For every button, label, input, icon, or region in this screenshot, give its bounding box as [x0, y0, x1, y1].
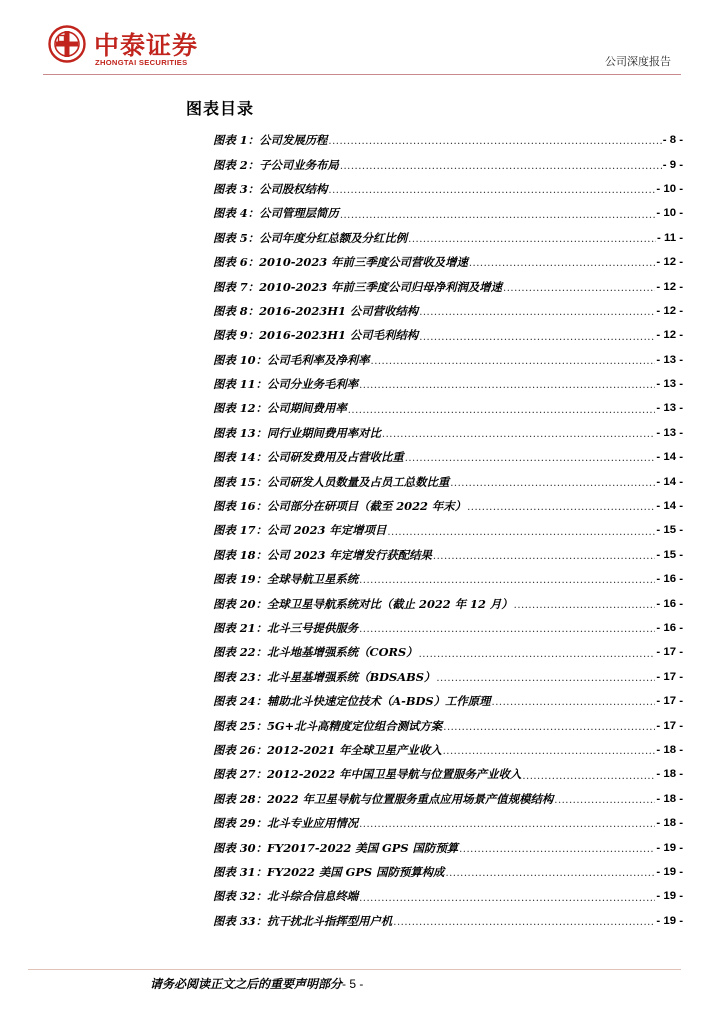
logo-text-en: ZHONGTAI SECURITIES: [95, 58, 188, 67]
toc-entry-page: - 18 -: [656, 792, 683, 805]
toc-entry[interactable]: [213, 445, 683, 469]
toc-entry-label: 图表 26：2012-2021 年全球卫星产业收入: [213, 742, 442, 757]
toc-entry-label: 图表 11：公司分业务毛利率: [213, 377, 359, 392]
toc-entry-label: 图表 15：公司研发人员数量及占员工总数比重: [213, 474, 450, 489]
toc-entry-page: - 9 -: [662, 158, 683, 171]
toc-entry-page: - 8 -: [662, 134, 683, 147]
toc-entry[interactable]: [213, 226, 683, 250]
toc-dot-leader: [445, 868, 655, 884]
toc-dot-leader: [450, 478, 655, 494]
toc-dot-leader: [522, 771, 655, 787]
toc-entry-label: 图表 31：FY2022 美国 GPS 国防预算构成: [213, 864, 445, 879]
toc-dot-leader: [514, 600, 656, 616]
toc-dot-leader: [359, 893, 655, 909]
toc-entry-label: 图表 10：公司毛利率及净利率: [213, 352, 370, 367]
toc-dot-leader: [433, 551, 655, 567]
toc-entry-label: 图表 32：北斗综合信息终端: [213, 889, 359, 904]
toc-entry-page: - 19 -: [656, 865, 683, 878]
toc-entry[interactable]: [213, 640, 683, 664]
toc-entry-page: - 13 -: [656, 353, 683, 366]
toc-entry-page: - 11 -: [657, 231, 683, 244]
toc-entry-label: 图表 13：同行业期间费用率对比: [213, 425, 381, 440]
toc-dot-leader: [371, 356, 656, 372]
toc-entry[interactable]: [213, 787, 683, 811]
toc-entry-page: - 12 -: [656, 304, 683, 317]
toc-entry-page: - 18 -: [656, 768, 683, 781]
toc-dot-leader: [419, 649, 656, 665]
toc-entry[interactable]: [213, 348, 683, 372]
toc-entry[interactable]: [213, 250, 683, 274]
toc-entry-page: - 18 -: [656, 743, 683, 756]
toc-dot-leader: [467, 502, 655, 518]
toc-entry[interactable]: [213, 543, 683, 567]
toc-entry[interactable]: [213, 591, 683, 615]
toc-entry[interactable]: [213, 665, 683, 689]
toc-dot-leader: [554, 795, 655, 811]
toc-entry-label: 图表 7：2010-2023 年前三季度公司归母净利润及增速: [213, 279, 503, 294]
toc-entry-page: - 19 -: [656, 914, 683, 927]
toc-dot-leader: [359, 380, 655, 396]
toc-entry-label: 图表 1：公司发展历程: [213, 133, 328, 148]
toc-entry-page: - 16 -: [656, 622, 683, 634]
toc-entry-label: 图表 33：抗干扰北斗指挥型用户机: [213, 913, 393, 928]
toc-dot-leader: [469, 258, 656, 274]
toc-entry[interactable]: [213, 421, 683, 445]
footer-page-number: - 5 -: [342, 977, 364, 991]
toc-entry-label: 图表 21：北斗三号提供服务: [213, 621, 359, 635]
zhongtai-logo-icon: [48, 25, 86, 63]
toc-entry[interactable]: [213, 909, 683, 933]
toc-dot-leader: [436, 673, 655, 689]
toc-entry-label: 图表 16：公司部分在研项目（截至 2022 年末）: [213, 499, 467, 514]
toc-dot-leader: [382, 429, 656, 445]
footer-disclaimer: [150, 975, 363, 992]
toc-entry-page: - 10 -: [656, 207, 683, 220]
toc-entry-label: 图表 14：公司研发费用及占营收比重: [213, 450, 404, 465]
logo-text-cn: 中泰证券: [94, 31, 199, 60]
toc-entry-page: - 14 -: [656, 475, 683, 488]
toc-entry[interactable]: [213, 323, 683, 347]
toc-list: [213, 128, 683, 933]
toc-entry-page: - 12 -: [656, 329, 683, 342]
toc-entry-label: 图表 6：2010-2023 年前三季度公司营收及增速: [213, 255, 468, 270]
toc-dot-leader: [405, 453, 656, 469]
toc-entry-label: 图表 30：FY2017-2022 美国 GPS 国防预算: [213, 840, 459, 855]
toc-entry-label: 图表 22：北斗地基增强系统（CORS）: [213, 645, 418, 660]
toc-dot-leader: [419, 332, 655, 348]
toc-entry[interactable]: [213, 616, 683, 640]
toc-entry[interactable]: [213, 274, 683, 298]
toc-entry[interactable]: [213, 201, 683, 225]
toc-entry[interactable]: [213, 738, 683, 762]
toc-entry-page: - 15 -: [656, 524, 683, 537]
toc-dot-leader: [408, 234, 656, 250]
company-logo: [48, 25, 228, 75]
toc-entry-label: 图表 23：北斗星基增强系统（BDSABS）: [213, 669, 436, 684]
toc-entry-page: - 10 -: [656, 182, 683, 195]
toc-entry[interactable]: [213, 372, 683, 396]
toc-entry[interactable]: [213, 396, 683, 420]
toc-entry-label: 图表 20：全球卫星导航系统对比（截止 2022 年 12 月）: [213, 596, 513, 611]
footer-disclaimer-text: 请务必阅读正文之后的重要声明部分: [150, 977, 343, 991]
toc-entry[interactable]: [213, 811, 683, 835]
toc-entry-page: - 17 -: [656, 646, 683, 659]
toc-dot-leader: [359, 819, 655, 835]
toc-entry-page: - 19 -: [656, 890, 683, 903]
toc-entry-label: 图表 27：2012-2022 年中国卫星导航与位置服务产业收入: [213, 767, 522, 782]
toc-dot-leader: [459, 844, 655, 860]
toc-entry[interactable]: [213, 860, 683, 884]
toc-entry-page: - 17 -: [656, 670, 683, 683]
toc-entry-label: 图表 18：公司 2023 年定增发行获配结果: [213, 547, 432, 562]
header-divider: [43, 74, 681, 75]
toc-entry-page: - 12 -: [656, 256, 683, 269]
toc-entry-page: - 17 -: [656, 719, 683, 732]
toc-entry-page: - 12 -: [656, 280, 683, 293]
toc-entry[interactable]: [213, 494, 683, 518]
toc-entry[interactable]: [213, 152, 683, 176]
toc-entry-page: - 13 -: [656, 426, 683, 439]
toc-entry-label: 图表 3：公司股权结构: [213, 181, 328, 196]
toc-entry-label: 图表 2：子公司业务布局: [213, 157, 339, 172]
toc-entry[interactable]: [213, 713, 683, 737]
report-type-label: 公司深度报告: [605, 55, 671, 68]
toc-entry-label: 图表 9：2016-2023H1 公司毛利结构: [213, 328, 419, 343]
toc-entry[interactable]: [213, 128, 683, 152]
toc-entry[interactable]: [213, 518, 683, 542]
toc-dot-leader: [443, 746, 656, 762]
toc-entry-label: 图表 19：全球导航卫星系统: [213, 572, 359, 587]
toc-entry-page: - 19 -: [656, 841, 683, 854]
toc-entry-page: - 17 -: [656, 695, 683, 708]
toc-entry-label: 图表 5：公司年度分红总额及分红比例: [213, 230, 408, 245]
toc-entry-page: - 13 -: [656, 402, 683, 415]
toc-entry[interactable]: [213, 762, 683, 786]
toc-dot-leader: [503, 283, 655, 299]
toc-entry[interactable]: [213, 299, 683, 323]
toc-dot-leader: [328, 136, 661, 152]
toc-dot-leader: [387, 527, 655, 543]
toc-dot-leader: [443, 722, 655, 738]
toc-title: 图表目录: [186, 99, 255, 118]
toc-dot-leader: [348, 405, 656, 421]
toc-entry-label: 图表 24：辅助北斗快速定位技术（A-BDS）工作原理: [213, 694, 491, 709]
toc-entry-label: 图表 28：2022 年卫星导航与位置服务重点应用场景产值规模结构: [213, 791, 554, 806]
toc-entry[interactable]: [213, 567, 683, 591]
toc-entry-label: 图表 29：北斗专业应用情况: [213, 816, 359, 831]
toc-entry-page: - 13 -: [656, 378, 683, 391]
toc-dot-leader: [419, 307, 655, 323]
toc-entry[interactable]: [213, 884, 683, 908]
toc-entry-label: 图表 25：5G+北斗高精度定位组合测试方案: [213, 718, 443, 733]
toc-entry-label: 图表 4：公司管理层简历: [213, 206, 339, 221]
toc-entry-label: 图表 17：公司 2023 年定增项目: [213, 523, 387, 538]
toc-dot-leader: [328, 185, 655, 201]
toc-entry-page: - 16 -: [656, 573, 683, 586]
toc-dot-leader: [340, 210, 656, 226]
toc-dot-leader: [492, 697, 656, 713]
toc-dot-leader: [359, 624, 655, 640]
toc-entry[interactable]: [213, 835, 683, 859]
toc-entry-page: - 18 -: [656, 817, 683, 830]
toc-entry-page: - 14 -: [656, 451, 683, 464]
toc-dot-leader: [393, 917, 655, 933]
toc-entry-page: - 16 -: [656, 597, 683, 610]
toc-dot-leader: [340, 161, 662, 177]
toc-entry-page: - 15 -: [656, 548, 683, 561]
toc-dot-leader: [359, 575, 655, 591]
toc-entry-label: 图表 12：公司期间费用率: [213, 401, 347, 416]
footer-divider: [28, 969, 681, 970]
toc-entry[interactable]: [213, 177, 683, 201]
toc-entry[interactable]: [213, 689, 683, 713]
toc-entry-label: 图表 8：2016-2023H1 公司营收结构: [213, 303, 419, 318]
toc-entry-page: - 14 -: [656, 500, 683, 513]
toc-entry[interactable]: [213, 469, 683, 493]
